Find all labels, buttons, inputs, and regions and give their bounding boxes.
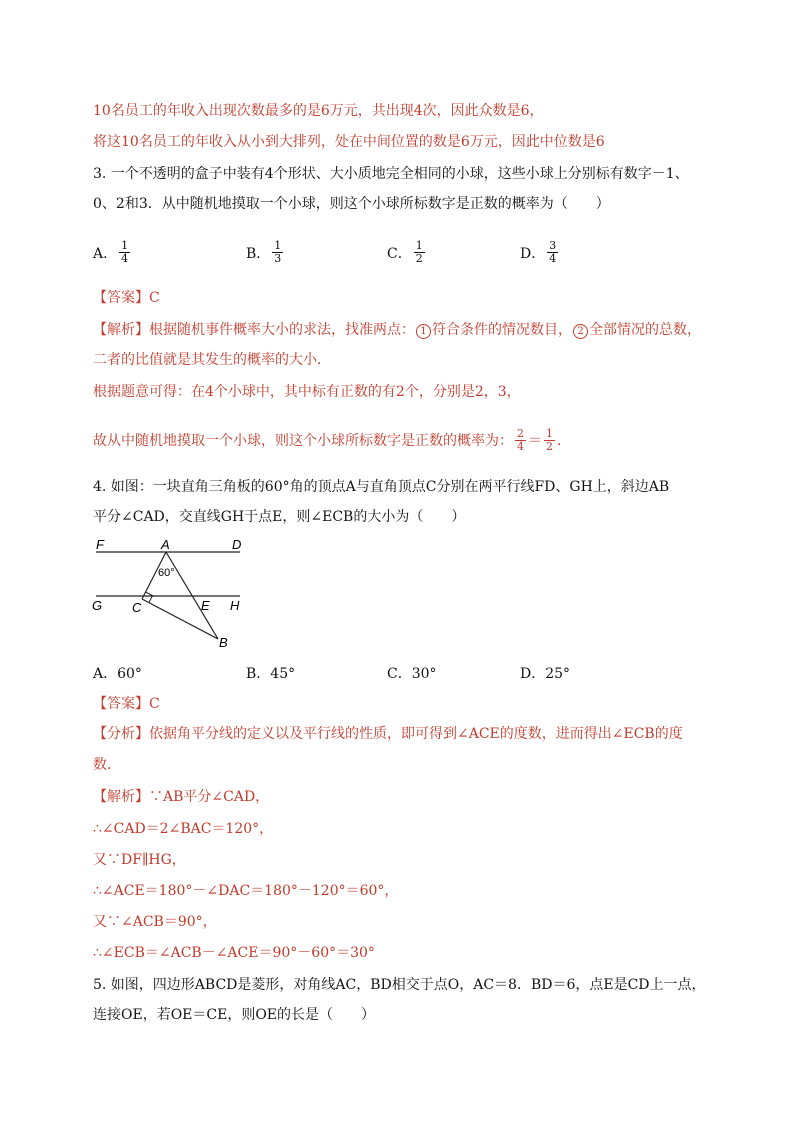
- q5-stem-line-2: 连接OE，若OE＝CE，则OE的长是（ ）: [93, 1007, 376, 1023]
- fraction: $\frac{2}{4}$: [517, 427, 524, 453]
- q4-option-d: D．25°: [520, 666, 571, 682]
- q4-jiexi-step-6: ∴∠ECB＝∠ACB－∠ACE＝90°－60°＝30°: [93, 945, 375, 961]
- fraction: $\frac{1}{2}$: [415, 239, 423, 265]
- fraction: $\frac{1}{4}$: [121, 239, 129, 265]
- label-d: D: [232, 537, 242, 552]
- q4-option-c: C．30°: [387, 666, 437, 682]
- q3-stem-line-1: 3. 一个不透明的盒子中装有4个形状、大小质地完全相同的小球，这些小球上分别标有数字－1、: [93, 166, 689, 182]
- q4-stem-line-1: 4. 如图：一块直角三角板的60°角的顶点A与直角顶点C分别在两平行线FD、GH上，斜边AB: [93, 479, 670, 495]
- circled-number: 2: [573, 324, 588, 339]
- q4-option-b: B．45°: [246, 666, 296, 682]
- q4-option-a: A．60°: [93, 666, 142, 682]
- prev-line-1: 10名员工的年收入出现次数最多的是6万元，共出现4次，因此众数是6，: [93, 103, 544, 119]
- fraction: $\frac{1}{3}$: [274, 239, 282, 265]
- circled-number: 1: [416, 324, 431, 339]
- label-c: C: [132, 600, 142, 615]
- geometry-figure: [88, 535, 258, 650]
- q3-analysis-line-2: 二者的比值就是其发生的概率的大小．: [93, 352, 331, 368]
- q4-jiexi-step-3: 又∵DF∥HG，: [93, 852, 186, 868]
- q4-jiexi-step-5: 又∵∠ACB＝90°，: [93, 914, 217, 930]
- q4-answer: 【答案】C: [93, 696, 160, 712]
- label-a: A: [161, 537, 170, 552]
- label-f: F: [96, 537, 104, 552]
- q4-jiexi-step-1: 【解析】∵AB平分∠CAD，: [93, 789, 270, 805]
- q3-analysis-line-1: 【解析】根据随机事件概率大小的求法，找准两点： 1 符合条件的情况数目， 2 全部情况的总数，: [93, 322, 701, 338]
- q3-option-c: C． $\frac{1}{2}$: [387, 239, 423, 265]
- q4-jiexi-step-4: ∴∠ACE＝180°－∠DAC＝180°－120°＝60°，: [93, 883, 399, 899]
- q4-fenxi-line-2: 数．: [93, 757, 121, 773]
- q3-analysis-line-4: 故从中随机地摸取一个小球，则这个小球所标数字是正数的概率为： $\frac{2}{4}$ ＝ $\frac{1}{2}$ ．: [93, 427, 571, 453]
- q4-jiexi-step-2: ∴∠CAD＝2∠BAC＝120°，: [93, 821, 274, 837]
- label-angle: 60°: [158, 567, 175, 579]
- label-b: B: [219, 635, 228, 650]
- q3-option-a: A． $\frac{1}{4}$: [93, 239, 129, 265]
- q4-stem-line-2: 平分∠CAD，交直线GH于点E，则∠ECB的大小为（ ）: [93, 509, 466, 525]
- q3-option-b: B． $\frac{1}{3}$: [246, 239, 282, 265]
- fraction: $\frac{3}{4}$: [549, 239, 557, 265]
- label-h: H: [230, 598, 240, 613]
- q3-analysis-line-3: 根据题意可得：在4个小球中，其中标有正数的有2个，分别是2，3，: [93, 384, 521, 400]
- q5-stem-line-1: 5. 如图，四边形ABCD是菱形，对角线AC，BD相交于点O，AC＝8．BD＝6，点E是CD上一点，: [93, 977, 706, 993]
- q3-option-d: D． $\frac{3}{4}$: [520, 239, 557, 265]
- q4-fenxi-line-1: 【分析】依据角平分线的定义以及平行线的性质，即可得到∠ACE的度数，进而得出∠ECB的度: [93, 726, 683, 742]
- fraction: $\frac{1}{2}$: [546, 427, 553, 453]
- prev-line-2: 将这10名员工的年收入从小到大排列，处在中间位置的数是6万元，因此中位数是6: [93, 134, 605, 150]
- q3-answer: 【答案】C: [93, 290, 160, 306]
- q3-stem-line-2: 0、2和3．从中随机地摸取一个小球，则这个小球所标数字是正数的概率为（ ）: [93, 196, 610, 212]
- label-g: G: [92, 598, 103, 613]
- label-e: E: [201, 598, 210, 613]
